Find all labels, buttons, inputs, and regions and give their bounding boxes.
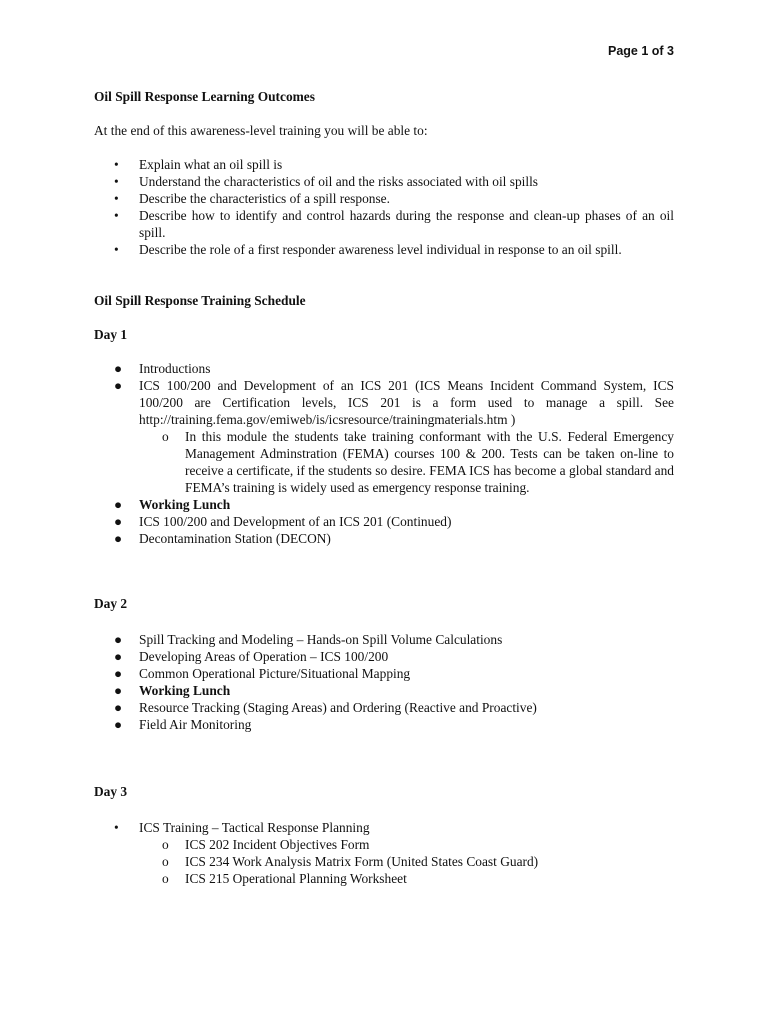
- day-3-heading: Day 3: [94, 784, 128, 799]
- list-item: ● ICS 100/200 and Development of an ICS 201 (ICS Means Incident Command System, ICS 100/200 are Certification levels, ICS 201 is a form used to manage a spill. See http://training.fema.gov/emiweb/is/icsresource/trainingmaterials.htm ): [114, 378, 674, 427]
- sub-list-item: o ICS 215 Operational Planning Worksheet: [162, 871, 407, 886]
- outcomes-intro: At the end of this awareness-level training you will be able to:: [94, 123, 428, 138]
- list-item: • Describe how to identify and control hazards during the response and clean-up phases of an oil spill.: [114, 208, 674, 240]
- learning-outcomes-heading: Oil Spill Response Learning Outcomes: [94, 89, 315, 104]
- day-3-list: [94, 819, 674, 887]
- outcomes-list: [94, 156, 674, 258]
- list-item: • Understand the characteristics of oil and the risks associated with oil spills: [114, 174, 539, 189]
- sub-list-item: o ICS 234 Work Analysis Matrix Form (United States Coast Guard): [162, 854, 539, 869]
- list-item: ● ICS 100/200 and Development of an ICS 201 (Continued): [114, 514, 452, 529]
- page-number: Page 1 of 3: [608, 44, 674, 58]
- list-item: • Explain what an oil spill is: [114, 157, 283, 172]
- document-body: [94, 88, 674, 887]
- list-item: ● Field Air Monitoring: [114, 717, 252, 732]
- list-item: ● Working Lunch: [114, 683, 231, 698]
- list-item: ● Working Lunch: [114, 497, 231, 512]
- list-item: ● Introductions: [114, 361, 211, 376]
- list-item: ● Decontamination Station (DECON): [114, 531, 331, 546]
- list-item: ● Spill Tracking and Modeling – Hands-on Spill Volume Calculations: [114, 632, 503, 647]
- list-item: • Describe the characteristics of a spill response.: [114, 191, 390, 206]
- day-1-list: [94, 360, 674, 547]
- list-item: • Describe the role of a first responder awareness level individual in response to an oil spill.: [114, 242, 622, 257]
- sub-list-item: o ICS 202 Incident Objectives Form: [162, 837, 370, 852]
- list-item: ● Developing Areas of Operation – ICS 100/200: [114, 649, 389, 664]
- list-item: ● Common Operational Picture/Situational Mapping: [114, 666, 411, 681]
- list-item: • ICS Training – Tactical Response Planning: [114, 820, 370, 835]
- list-item: ● Resource Tracking (Staging Areas) and Ordering (Reactive and Proactive): [114, 700, 537, 715]
- day-2-list: [94, 631, 674, 733]
- sub-list-item: o In this module the students take training conformant with the U.S. Federal Emergency Management Adminstration (FEMA) courses 100 & 200. Tests can be taken on-line to receive a certificate, if the students so desire. FEMA ICS has become a global standard and FEMA’s training is widely used as emergency response training.: [162, 429, 674, 495]
- training-schedule-heading: Oil Spill Response Training Schedule: [94, 293, 306, 308]
- day-1-heading: Day 1: [94, 327, 128, 342]
- day-2-heading: Day 2: [94, 596, 128, 611]
